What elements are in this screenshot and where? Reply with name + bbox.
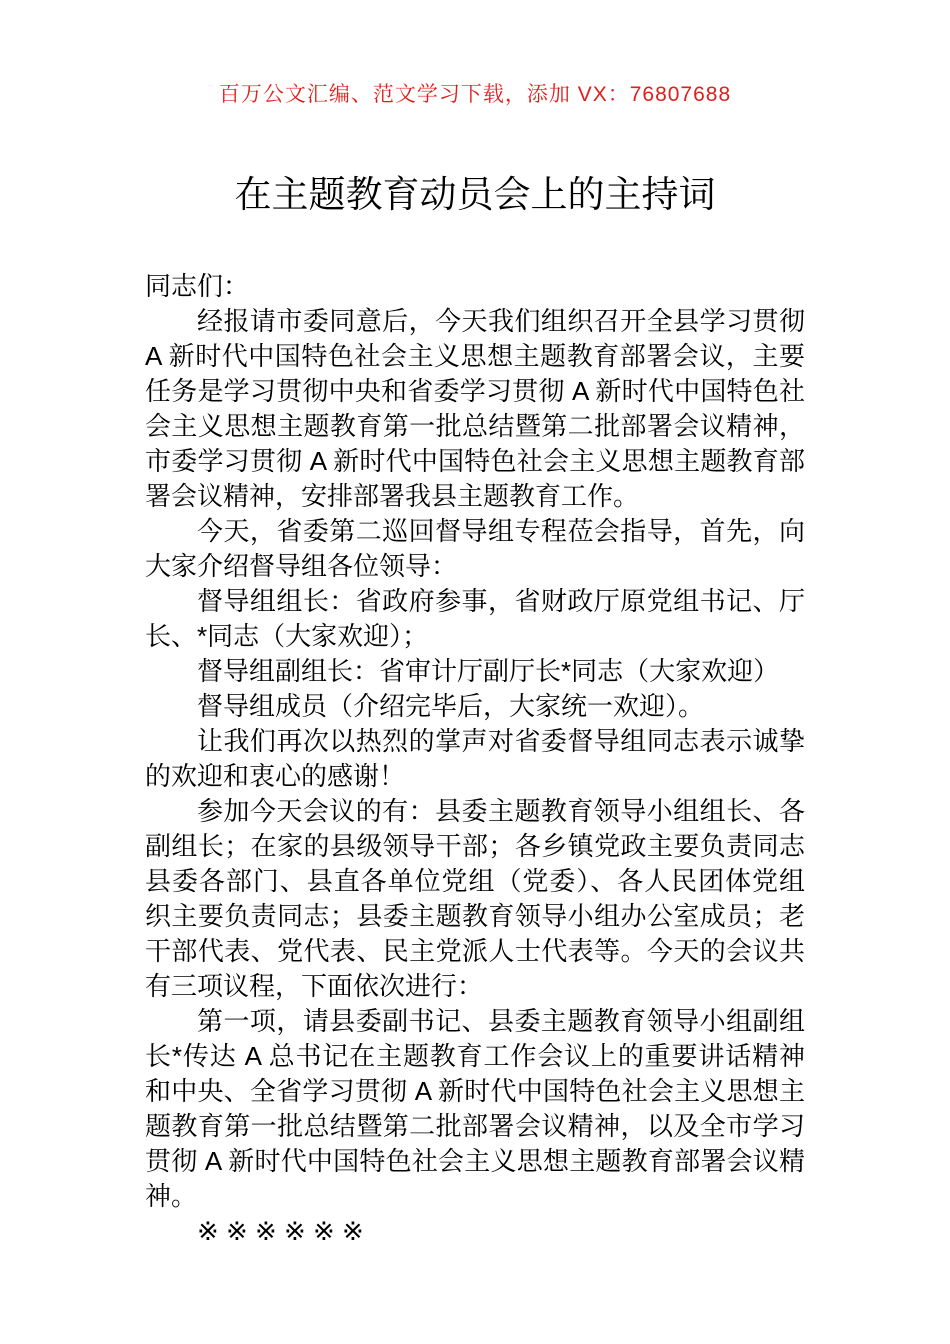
paragraph: 督导组组长：省政府参事，省财政厅原党组书记、厅长、*同志（大家欢迎）； <box>145 586 805 651</box>
paragraph: 同志们： <box>145 271 250 301</box>
document-title: 在主题教育动员会上的主持词 <box>234 174 716 215</box>
paragraph: 今天，省委第二巡回督导组专程莅会指导，首先，向大家介绍督导组各位领导： <box>145 516 805 581</box>
paragraph: 第一项，请县委副书记、县委主题教育领导小组副组长*传达 A 总书记在主题教育工作会议上的重要讲话精神和中央、全省学习贯彻 A 新时代中国特色社会主义思想主题教育第一批总结暨第二批部署会议精神，以及全市学习贯彻 A 新时代中国特色社会主义思想主题教育部署会议精神。 <box>145 1006 805 1211</box>
paragraph: 经报请市委同意后，今天我们组织召开全县学习贯彻 A 新时代中国特色社会主义思想主题教育部署会议，主要任务是学习贯彻中央和省委学习贯彻 A 新时代中国特色社会主义思想主题教育第一批总结暨第二批部署会议精神，市委学习贯彻 A 新时代中国特色社会主义思想主题教育部署会议精神，安排部署我县主题教育工作。 <box>145 306 805 511</box>
paragraph: 参加今天会议的有：县委主题教育领导小组组长、各副组长；在家的县级领导干部；各乡镇党政主要负责同志县委各部门、县直各单位党组（党委）、各人民团体党组织主要负责同志；县委主题教育领导小组办公室成员；老干部代表、党代表、民主党派人士代表等。今天的会议共有三项议程，下面依次进行： <box>145 796 805 1001</box>
paragraph: 督导组副组长：省审计厅副厅长*同志（大家欢迎） <box>197 656 780 686</box>
paragraph: 督导组成员（介绍完毕后，大家统一欢迎）。 <box>197 691 705 721</box>
promo-banner: 百万公文汇编、范文学习下载，添加 VX：76807688 <box>218 83 732 106</box>
paragraph: ※ ※ ※ ※ ※ ※ <box>197 1216 364 1246</box>
document-body <box>145 269 805 1249</box>
paragraph: 让我们再次以热烈的掌声对省委督导组同志表示诚挚的欢迎和衷心的感谢！ <box>145 726 805 791</box>
